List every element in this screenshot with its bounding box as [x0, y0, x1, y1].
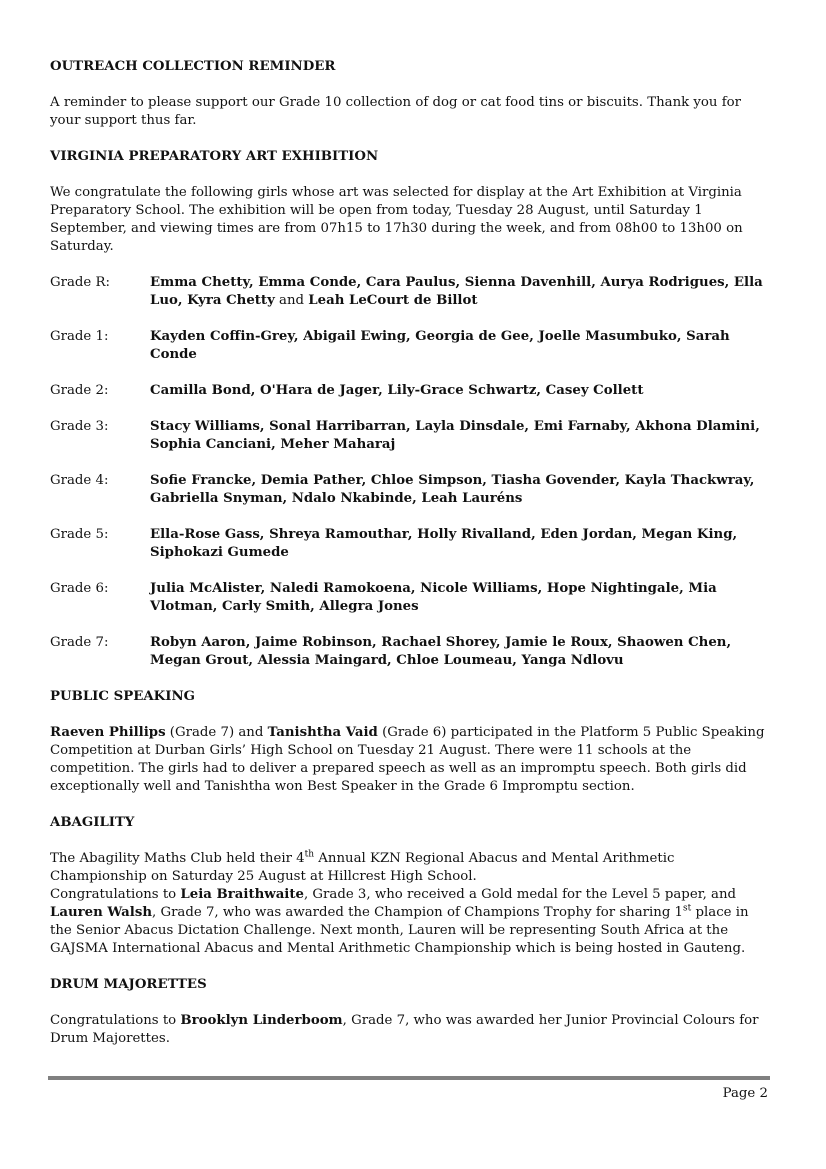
body-text: , Grade 3, who received a Gold medal for the Level 5 paper, and [303, 887, 737, 902]
body-text: Congratulations to [50, 1013, 181, 1028]
grade-names-tail: Leah LeCourt de Billot [308, 293, 478, 308]
grade-names: Sofie Francke, Demia Pather, Chloe Simpson, Tiasha Govender, Kayla Thackwray, Gabriella Snyman, Ndalo Nkabinde, Leah Lauréns [150, 473, 755, 506]
grade-names: Stacy Williams, Sonal Harribarran, Layla Dinsdale, Emi Farnaby, Akhona Dlamini, Sophia Canciani, Meher Maharaj [150, 419, 760, 452]
grade-names: Kayden Coffin-Grey, Abigail Ewing, Georgia de Gee, Joelle Masumbuko, Sarah Conde [150, 329, 730, 362]
drum-majorettes-body [50, 1012, 766, 1048]
abagility-para-2 [50, 886, 766, 958]
grade-label: Grade 6: [50, 581, 109, 596]
outreach-body: A reminder to please support our Grade 10 collection of dog or cat food tins or biscuits. Thank you for your support thus far. [50, 95, 742, 128]
student-name: Lauren Walsh [50, 905, 152, 920]
grade-names: Julia McAlister, Naledi Ramokoena, Nicole Williams, Hope Nightingale, Mia Vlotman, Carly Smith, Allegra Jones [150, 581, 717, 614]
public-speaking-body [50, 724, 766, 796]
body-text: , Grade 7, who was awarded her Junior Provincial Colours for Drum Majorettes. [50, 1013, 759, 1046]
grade-names: Robyn Aaron, Jaime Robinson, Rachael Shorey, Jamie le Roux, Shaowen Chen, Megan Grout, Alessia Maingard, Chloe Loumeau, Yanga Ndlovu [150, 635, 732, 668]
grade-label: Grade 3: [50, 419, 109, 434]
grade-names [150, 274, 766, 310]
grade-label: Grade 2: [50, 383, 109, 398]
speaker-name: Tanishtha Vaid [267, 725, 378, 740]
ordinal-suffix: th [304, 849, 315, 860]
body-text: Congratulations to [50, 887, 181, 902]
grade-names: Ella-Rose Gass, Shreya Ramouthar, Holly Rivalland, Eden Jordan, Megan King, Siphokazi Gumede [150, 527, 738, 560]
grade-row-6 [50, 580, 766, 616]
drum-majorettes-heading: DRUM MAJORETTES [50, 977, 207, 992]
ordinal-suffix: st [683, 903, 692, 914]
art-exhibition-heading: VIRGINIA PREPARATORY ART EXHIBITION [50, 149, 379, 164]
grade-row-3 [50, 418, 766, 454]
student-name: Leia Braithwaite [180, 887, 304, 902]
grade-label: Grade 1: [50, 329, 109, 344]
speaker-name: Raeven Phillips [50, 725, 166, 740]
body-text: , Grade 7, who was awarded the Champion of Champions Trophy for sharing 1 [152, 905, 684, 920]
abagility-heading: ABAGILITY [50, 815, 135, 830]
grade-label: Grade 4: [50, 473, 109, 488]
abagility-para-1 [50, 850, 766, 886]
outreach-heading: OUTREACH COLLECTION REMINDER [50, 59, 336, 74]
grade-names-text: Emma Chetty, Emma Conde, Cara Paulus, Sienna Davenhill, Aurya Rodrigues, Ella Luo, Kyra Chetty [150, 275, 763, 308]
student-name: Brooklyn Linderboom [180, 1013, 343, 1028]
body-text: Annual KZN Regional Abacus and Mental Arithmetic Championship on Saturday 25 August at Hillcrest High School. [50, 851, 675, 884]
grade-row-7 [50, 634, 766, 670]
grade-row-1 [50, 328, 766, 364]
grade-names: Camilla Bond, O'Hara de Jager, Lily-Grace Schwartz, Casey Collett [150, 383, 644, 398]
grade-label: Grade 7: [50, 635, 109, 650]
grade-names-and: and [274, 293, 309, 308]
grade-label: Grade 5: [50, 527, 109, 542]
public-speaking-heading: PUBLIC SPEAKING [50, 689, 195, 704]
body-text: The Abagility Maths Club held their 4 [50, 851, 305, 866]
body-text: (Grade 7) and [165, 725, 268, 740]
page-number: Page 2 [722, 1086, 768, 1101]
footer-divider [48, 1076, 770, 1080]
grade-list [50, 274, 766, 670]
newsletter-page [50, 58, 766, 1048]
grade-row-4 [50, 472, 766, 508]
grade-row-2 [50, 382, 766, 400]
body-text: place in the Senior Abacus Dictation Challenge. Next month, Lauren will be representing South Africa at the GAJSMA International Abacus and Mental Arithmetic Championship which is being hosted in Gauteng. [50, 905, 749, 956]
body-text: (Grade 6) participated in the Platform 5 Public Speaking Competition at Durban Girls’ High School on Tuesday 21 August. There were 11 schools at the competition. The girls had to deliver a prepared speech as well as an impromptu speech. Both girls did exceptionally well and Tanishtha won Best Speaker in the Grade 6 Impromptu section. [50, 725, 765, 794]
grade-label: Grade R: [50, 275, 111, 290]
grade-row-r [50, 274, 766, 310]
grade-row-5 [50, 526, 766, 562]
art-exhibition-body: We congratulate the following girls whose art was selected for display at the Art Exhibition at Virginia Preparatory School. The exhibition will be open from today, Tuesday 28 August, until Saturday 1 September, and viewing times are from 07h15 to 17h30 during the week, and from 08h00 to 13h00 on Saturday. [50, 185, 743, 254]
